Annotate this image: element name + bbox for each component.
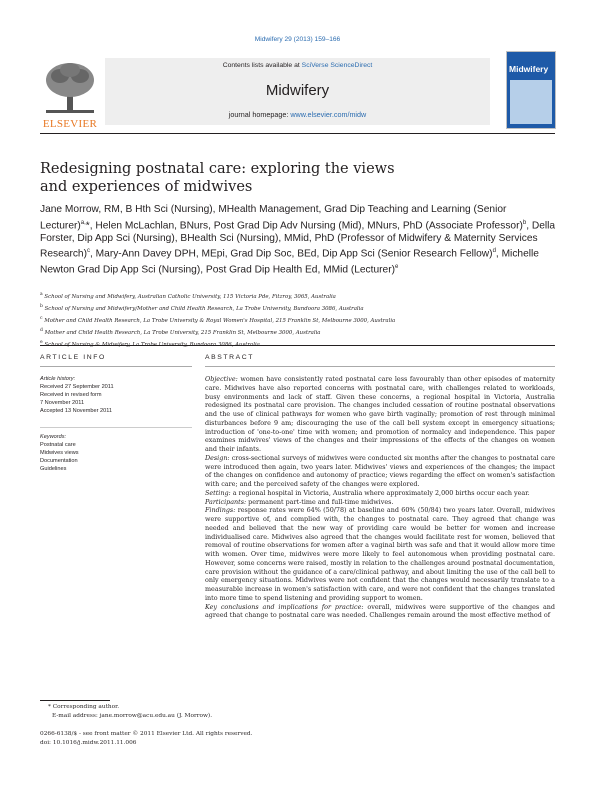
doi-line[interactable]: doi: 10.1016/j.midw.2011.11.006 [40,739,137,746]
keyword-item: Postnatal care [40,442,76,448]
footnote-divider [40,700,110,701]
footnote [40,703,440,720]
journal-name: Midwifery [265,82,330,99]
history-item: Received 27 September 2011 [40,384,114,390]
keywords-label: Keywords: [40,434,67,440]
abstract-paragraph: Findings: response rates were 64% (50/78) at baseline and 60% (50/84) two years later. Overall, midwives were supportive of, and complied with, the changes to postnatal care. They agreed that change was needed and believed that the new way of providing care would be better for women and increase individualised care. Midwives also agreed that the changes would facilitate rest for women, believed that removal of routine observations for women after a vaginal birth was safe and that it would allow more time with women. Over time, midwives were more likely to feel autonomous when providing postnatal care. However, some concerns were raised, mostly in relation to the challenges around postnatal documentation, care provision without the guidance of a care/clinical pathway, and about limiting the use of the call bell to only emergency situations. Midwives were not confident that the changes would necessarily translate to a measurable increase in women's satisfaction with care, and were not confident that the changes translated into more time to spend listening and providing support to women. [205,506,555,602]
copyright-block [40,730,440,747]
header-divider [40,133,555,134]
cover-title: Midwifery [509,64,549,74]
article-title: Redesigning postnatal care: exploring the views and experiences of midwives [40,161,395,195]
abstract-paragraph: Key conclusions and implications for practice: overall, midwives were supportive of the changes and agreed that change to postnatal care was needed. Challenges remain around the most effective method of [205,602,555,620]
sciencedirect-link[interactable]: SciVerse ScienceDirect [301,62,373,69]
email-note[interactable]: E-mail address: jane.morrow@acu.edu.au (J. Morrow). [52,712,213,719]
history-item: Received in revised form [40,392,102,398]
abstract-paragraph: Design: cross-sectional surveys of midwives were conducted six months after the changes to postnatal care were introduced then again, two years later. Midwives' views and experiences of the changes; the impact of the changes on confidence and autonomy of practice; views regarding the effect on women's satisfaction with care; and the perceived safety of the changes were explored. [205,453,555,488]
keyword-item: Midwives views [40,450,79,456]
tree-icon [40,60,100,116]
keywords [40,433,192,473]
abstract-paragraph: Participants: permanent part-time and full-time midwives. [205,497,394,506]
abstract-body [205,375,555,620]
corresponding-note: * Corresponding author. [48,704,120,710]
journal-cover [506,51,556,129]
keywords-divider [40,427,192,428]
copyright-line: 0266-6138/$ - see front matter © 2011 Elsevier Ltd. All rights reserved. [40,731,253,737]
journal-header [105,58,490,125]
journal-reference[interactable]: Midwifery 29 (2013) 159–166 [254,36,341,43]
affiliation-item: $^b$ School of Nursing and Midwifery/Mother and Child Health Research, La Trobe University, Bundoora 3086, Australia [40,304,364,312]
info-divider [40,366,192,367]
cover-image [510,80,552,124]
article-history [40,375,192,415]
affiliation-item: $^d$ Mother and Child Health Research, La Trobe University, 215 Franklin St, Melbourne 3000, Australia [40,328,321,336]
affiliation-item: e [40,340,43,345]
article-info-heading: ARTICLE INFO [40,354,106,361]
homepage-link[interactable]: www.elsevier.com/midw [290,110,367,119]
publisher-name: ELSEVIER [42,118,98,130]
keyword-item: Documentation [40,458,78,464]
history-item: 7 November 2011 [40,400,85,406]
affiliations [40,290,555,350]
contents-line: Contents lists available at SciVerse ScienceDirect [222,62,373,69]
affiliation-item: $^c$ Mother and Child Health Research, La Trobe University & Royal Women's Hospital, 215 Franklin St, Melbourne 3000, Australia [40,316,396,324]
abstract-paragraph: Setting: a regional hospital in Victoria, Australia where approximately 2,000 births occur each year. [205,488,530,497]
author-list: Jane Morrow, RM, B Hth Sci (Nursing), MHealth Management, Grad Dip Teaching and Learning (Senior Lecturer)$^{a,}$*, Helen McLachlan, BNurs, Post Grad Dip Adv Nursing (Mid), MNurs, PhD (Associate Professor)$^b$, Della Forster, Dip App Sci (Nursing), BHealth Sci (Nursing), MMid, PhD (Professor of Midwifery & Maternity Services Research)$^c$, Mary-Ann Davey DPH, MEpi, Grad Dip Soc, BEd, Dip App Sci (Senior Research Fellow)$^d$, Michelle Newton Grad Dip App Sci (Nursing), Post Grad Dip Health Ed, MMid (Lecturer)$^e$ [40,204,556,276]
section-divider [40,345,555,346]
abstract-heading: ABSTRACT [205,354,255,361]
homepage-line: journal homepage: www.elsevier.com/midw [228,110,367,119]
history-label: Article history: [40,376,76,382]
history-item: Accepted 13 November 2011 [40,408,113,414]
abstract-divider [205,366,555,367]
keyword-item: Guidelines [40,466,67,472]
affiliation-item: $^a$ School of Nursing and Midwifery, Australian Catholic University, 115 Victoria Pde, Fitzroy, 3065, Australia [40,292,336,300]
abstract-paragraph: Objective: women have consistently rated postnatal care less favourably than other episodes of maternity care. Midwives have also reported concerns with postnatal care, with challenges related to workloads, busy environments and lack of staff. Given these concerns, a regional hospital in Victoria, Australia redesigned its postnatal care provision. The changes included cessation of routine postnatal observations and the use of clinical pathways for women who gave birth vaginally; promotion of rest through minimal disturbances before 9 am; discouraging the use of the call bell system except in emergency situations; introduction of 'one-to-one' time with women; and promotion of normalcy and independence. This paper examines midwives' views of the changes and their impressions of the effects of the changes on women and their infants. [205,375,555,453]
elsevier-logo [40,60,100,130]
